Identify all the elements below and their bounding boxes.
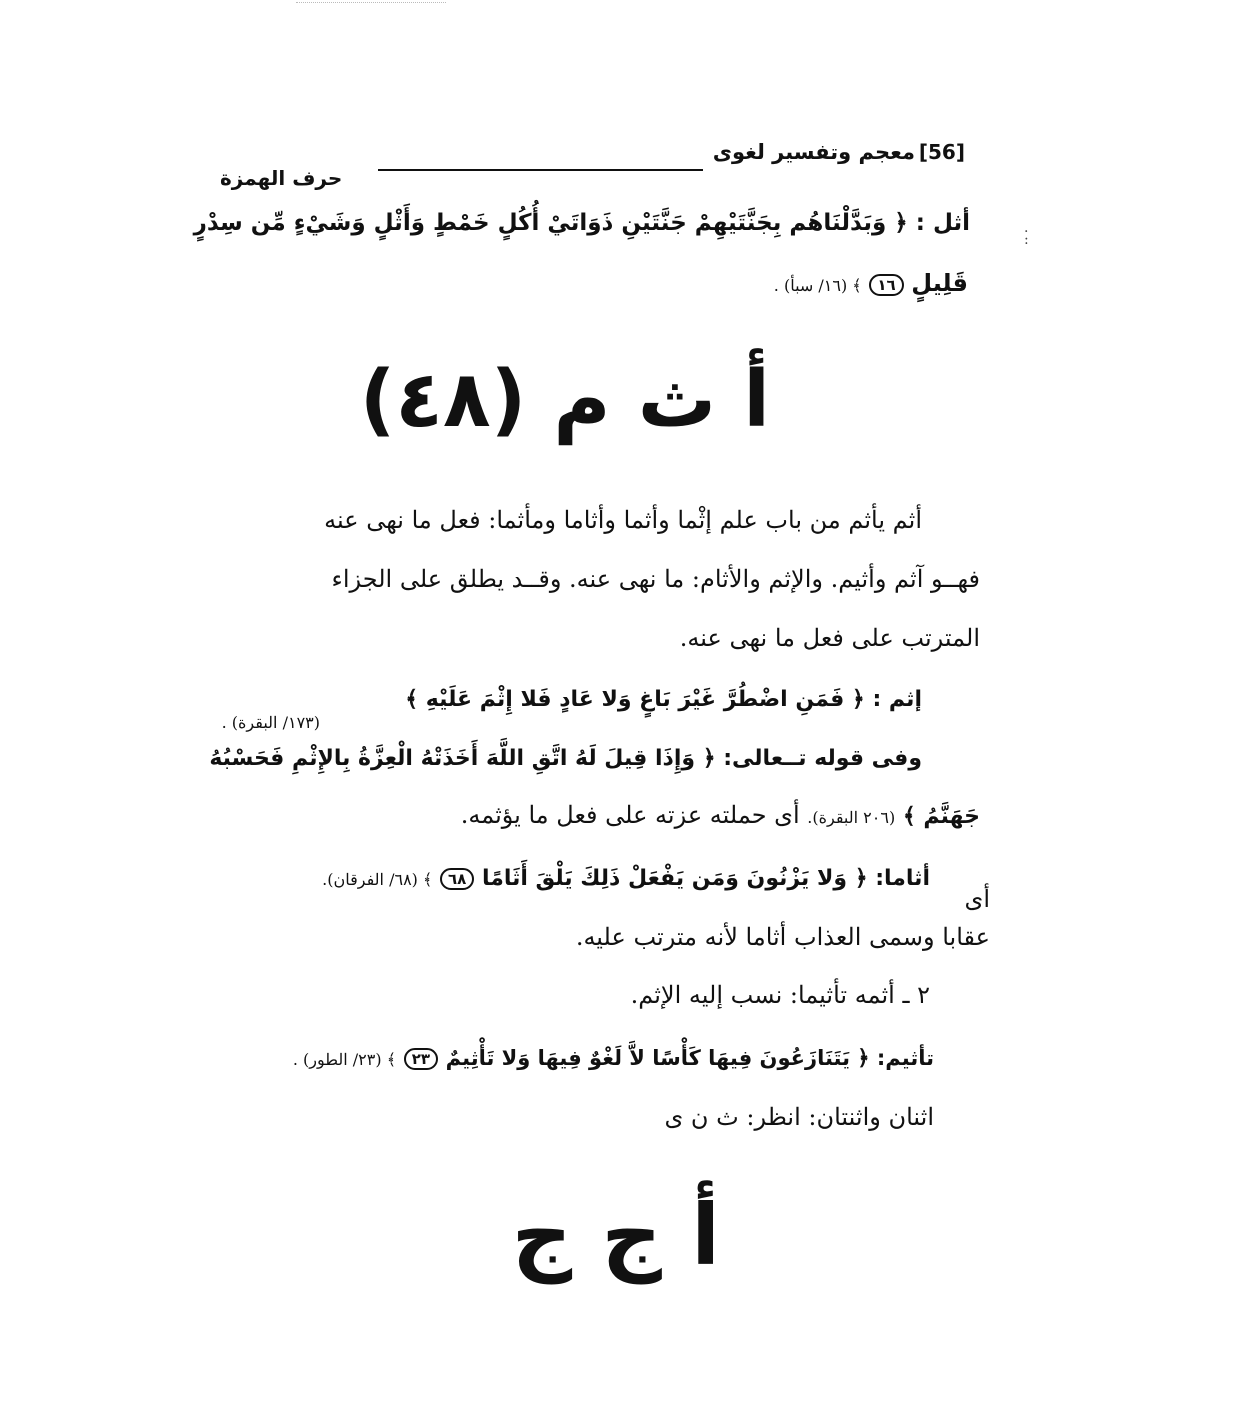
athl-line-2 bbox=[774, 268, 968, 301]
athama-line-2 bbox=[576, 922, 990, 952]
tathim-verse: تأثيم: ﴿ يَتَنَازَعُونَ فِيهَا كَأْسًا لاَّ لَغْوٌ فِيهَا وَلا تَأْثِيمٌ bbox=[445, 1046, 934, 1070]
ithm-verse: إثم : ﴿ فَمَنِ اضْطُرَّ غَيْرَ بَاغٍ وَلا عَادٍ فَلا إِثْمَ عَلَيْهِ ﴾ bbox=[405, 687, 922, 712]
athl-reference: ﴾ (١٦/ سبأ) . bbox=[773, 276, 862, 295]
header-rule bbox=[378, 169, 703, 171]
entry-heading: أ ث م (٤٨) bbox=[359, 355, 770, 445]
athl-line-2-text: قَلِيلٍ bbox=[911, 269, 968, 297]
qawl-line-2 bbox=[461, 800, 980, 833]
ithm-ref-line bbox=[222, 705, 320, 738]
qawl-verse-end: جَهَنَّمُ ﴾ bbox=[902, 804, 980, 829]
athl-line-1-text: أثل : ﴿ وَبَدَّلْنَاهُم بِجَنَّتَيْهِمْ جَنَّتَيْنِ ذَوَاتَيْ أُكُلٍ خَمْطٍ وَأَثْلٍ وَشَيْءٍ مِّن سِدْرٍ bbox=[193, 210, 970, 236]
athama-tail-text: أى bbox=[964, 885, 990, 913]
athama-reference: ﴾ (٦٨/ الفرقان). bbox=[322, 870, 433, 889]
athama-tail bbox=[965, 884, 990, 914]
section-name: حرف الهمزة bbox=[220, 166, 343, 190]
qawl-reference: (٢٠٦ البقرة). bbox=[807, 808, 896, 827]
tathim-reference: ﴾ (٢٣/ الطور) . bbox=[292, 1050, 397, 1069]
ithnan-line bbox=[665, 1102, 934, 1132]
definition-line-2-text: فهــو آثم وأثيم. والإثم والأثام: ما نهى عنه. وقــد يطلق على الجزاء bbox=[331, 565, 980, 593]
athama-explanation: عقابا وسمى العذاب أثاما لأنه مترتب عليه. bbox=[575, 923, 990, 951]
definition-line-1 bbox=[324, 505, 922, 535]
scan-edge-mark bbox=[296, 2, 446, 5]
definition-line-3 bbox=[680, 623, 980, 653]
margin-dots: . : bbox=[1024, 220, 1029, 248]
ithm-line bbox=[405, 683, 922, 715]
ithnan-text: اثنان واثنتان: انظر: ث ن ى bbox=[664, 1103, 934, 1131]
ayah-number-marker: ٢٣ bbox=[404, 1048, 438, 1070]
athama-line-1 bbox=[322, 862, 930, 895]
next-entry-heading: أ ج ج bbox=[511, 1186, 720, 1284]
page-number: [56] bbox=[918, 140, 965, 164]
athl-line-1 bbox=[194, 208, 970, 238]
ithm-reference: (١٧٣/ البقرة) . bbox=[221, 713, 320, 732]
qawl-line-1 bbox=[209, 742, 922, 774]
tathim-line bbox=[293, 1042, 934, 1075]
book-title: معجم وتفسير لغوى bbox=[712, 140, 915, 164]
ayah-number-marker: ١٦ bbox=[869, 274, 903, 296]
definition-line-3-text: المترتب على فعل ما نهى عنه. bbox=[679, 624, 980, 652]
definition-line-2 bbox=[332, 564, 980, 594]
running-header bbox=[220, 140, 965, 190]
item-2-line bbox=[631, 980, 930, 1010]
athama-verse: أثاما: ﴿ وَلا يَزْنُونَ وَمَن يَفْعَلْ ذَلِكَ يَلْقَ أَثَامًا bbox=[481, 866, 930, 891]
ayah-number-marker: ٦٨ bbox=[440, 868, 474, 890]
item-2-text: ٢ ـ أثمه تأثيما: نسب إليه الإثم. bbox=[630, 981, 930, 1009]
definition-line-1-text: أثم يأثم من باب علم إثْما وأثما وأثاما ومأثما: فعل ما نهى عنه bbox=[324, 506, 922, 534]
qawl-explanation: أى حملته عزته على فعل ما يؤثمه. bbox=[460, 801, 800, 829]
qawl-verse: وفى قوله تــعالى: ﴿ وَإِذَا قِيلَ لَهُ اتَّقِ اللَّهَ أَخَذَتْهُ الْعِزَّةُ بِالإِثْمِ فَحَسْبُهُ bbox=[209, 746, 922, 771]
